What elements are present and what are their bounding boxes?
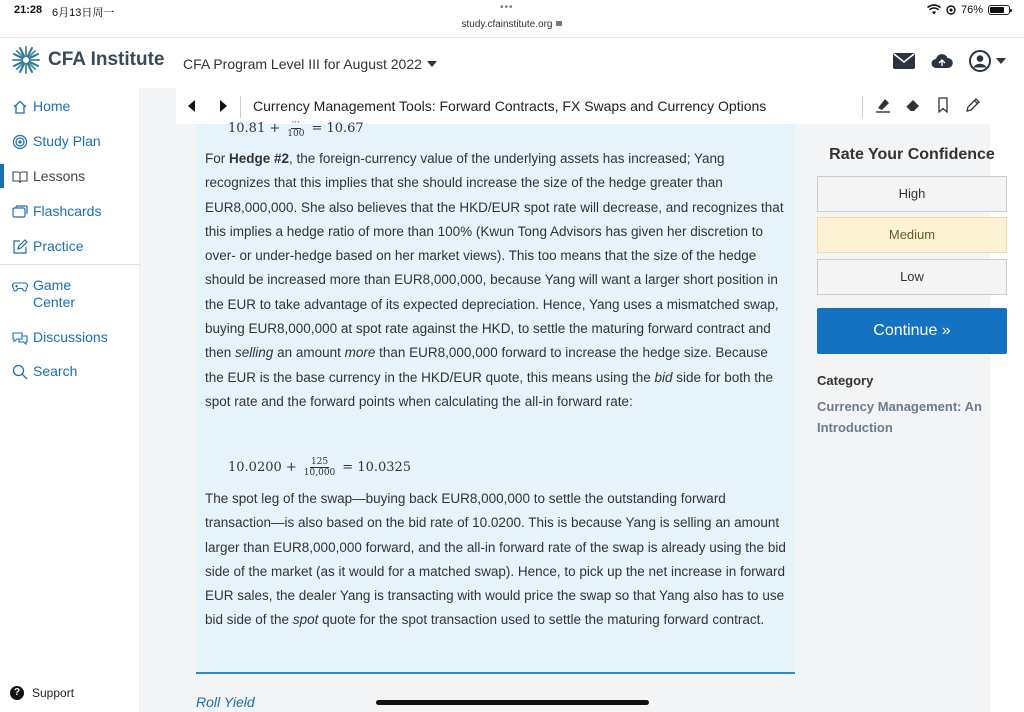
program-label: CFA Program Level III for August 2022 [183,56,422,72]
fraction [287,118,304,139]
sidebar-item-label: Flashcards [33,203,102,219]
cfa-logo[interactable] [10,44,164,76]
edit-square-icon [12,239,28,255]
fraction-denominator: 10,000 [303,468,336,478]
previous-arrow-icon[interactable] [188,100,195,112]
category-label: Category [817,373,874,388]
sidebar-item-flashcards[interactable] [12,203,101,220]
header-icons [893,50,1006,72]
sidebar [0,88,140,712]
sidebar-item-label: Game Center [33,277,76,310]
confidence-high-button[interactable]: High [817,176,1007,212]
home-indicator[interactable] [376,700,649,705]
fraction-denominator: 100 [287,129,305,139]
text: , the foreign-currency value of the underlying assets has increased; Yang recognizes that this implies that she should increase the size of the hedge greater than EUR8,000,000. She also believes that the HKD/EUR spot rate will decrease, and recognizes that this implies a hedge ratio of more than 100% (Kwun Tong Advisors has given her discretion to over- or under-hedge based on her market views). This too means that the size of the hedge should be increased more than EUR8,000,000, because Yang will want a larger short position in the EUR to take advantage of its expected depreciation. Hence, Yang uses a mismatched swap, buying EUR8,000,000 at spot rate against the HKD, to settle the maturing forward contract and then [205,151,784,361]
sidebar-item-label: Discussions [33,329,108,345]
home-icon [12,99,28,115]
book-icon [12,169,28,185]
sidebar-item-discussions[interactable] [12,329,108,346]
toolbar-divider [862,96,863,118]
flashcards-icon [12,204,28,220]
mail-icon[interactable] [893,53,915,69]
account-menu[interactable] [969,50,1006,72]
pencil-icon[interactable] [964,96,982,114]
sidebar-item-label: Home [33,98,71,114]
sidebar-divider [0,264,140,265]
emphasis: spot [292,612,319,628]
battery-percent: 76% [960,4,983,16]
emphasis: selling [235,345,274,361]
sidebar-item-search[interactable] [12,363,77,380]
sidebar-item-lessons[interactable] [0,168,85,185]
fraction [304,457,336,478]
help-icon: ? [10,686,24,700]
lock-icon [556,21,562,26]
fraction-numerator: 125 [310,457,329,467]
sidebar-item-practice[interactable] [12,238,84,255]
confidence-medium-button[interactable]: Medium [817,217,1007,253]
text: side for both the spot rate and the forward points when calculating the all-in forward rate: [205,369,774,409]
user-avatar-icon [969,50,991,72]
status-bar [0,0,1024,38]
sidebar-item-home[interactable] [12,98,70,115]
chat-bubbles-icon [12,330,28,346]
example-panel [196,118,795,674]
toolbar-divider [240,96,241,118]
sidebar-item-label: Study Plan [33,133,101,149]
formula-left: 10.0200 + [228,460,297,475]
location-lock-icon [946,5,956,15]
cloud-sync-icon[interactable] [931,53,953,69]
category-value[interactable]: Currency Management: An Introduction [817,399,982,435]
text: The spot leg of the swap—buying back EUR8,000,000 to settle the outstanding forward transaction—is also based on the bid rate of 10.0200. This is because Yang is selling an amount larger than EUR8,000,000 forward, and the all-in forward rate of the swap is already using the bid side of the market (as it would for a matched swap). Hence, to pick up the net increase in forward EUR sales, the dealer Yang is transacting with would price the swap so that Yang also has to use bid side of the [205,491,786,628]
sidebar-item-study-plan[interactable] [12,133,101,150]
support-link[interactable] [10,686,74,700]
next-section-heading: Roll Yield [196,694,255,710]
address-bar[interactable] [0,19,1024,30]
battery-fill [990,7,1004,13]
wifi-icon [927,5,941,15]
sidebar-item-label: Search [33,363,78,379]
text: For [205,151,230,166]
text: than EUR8,000,000 forward to increase the hedge size. Because the EUR is the base currency in the HKD/EUR quote, this means using the [205,345,768,385]
status-time: 21:28 [14,4,43,16]
formula-result: = 10.67 [311,121,364,136]
emphasis: more [344,345,376,361]
tab-dots-icon[interactable]: ••• [500,2,514,13]
battery-icon [988,5,1010,15]
formula-left: 10.81 + [228,121,281,136]
status-date: 6月13日周一 [52,7,115,19]
confidence-low-button[interactable]: Low [817,259,1007,295]
support-label: Support [32,686,75,700]
text: quote for the spot transaction used to settle the maturing forward contract. [318,612,765,628]
formula-partial [228,118,364,139]
sidebar-item-game-center[interactable] [12,277,113,311]
program-selector[interactable] [183,56,437,72]
account-chevron-down-icon [996,58,1006,64]
gamepad-icon [12,278,28,294]
url-text: study.cfainstitute.org [461,19,553,30]
lesson-title: Currency Management Tools: Forward Contracts, FX Swaps and Currency Options [253,98,767,114]
search-icon [12,364,28,380]
status-right [927,4,1010,16]
bold-term: Hedge #2 [229,151,290,166]
app-header [0,38,1024,88]
formula-result: = 10.0325 [342,460,412,475]
cfa-globe-icon [10,44,42,76]
bookmark-icon[interactable] [934,96,952,114]
chevron-down-icon [427,61,437,67]
highlighter-icon[interactable] [874,96,892,114]
eraser-icon[interactable] [904,96,922,114]
rate-confidence-title: Rate Your Confidence [829,146,995,163]
formula-all-in-forward [228,457,411,478]
next-arrow-icon[interactable] [220,100,227,112]
active-indicator [0,164,4,188]
annotation-tools [874,96,982,114]
sidebar-item-label: Lessons [33,168,86,184]
paragraph-hedge-2 [205,147,789,414]
fraction-numerator: ··· [291,118,301,128]
emphasis: bid [654,369,673,385]
text: an amount [273,345,345,361]
continue-button[interactable]: Continue » [817,308,1007,354]
target-icon [12,134,28,150]
paragraph-spot-leg [205,487,789,633]
sidebar-item-label: Practice [33,238,84,254]
logo-text: CFA Institute [48,49,165,70]
